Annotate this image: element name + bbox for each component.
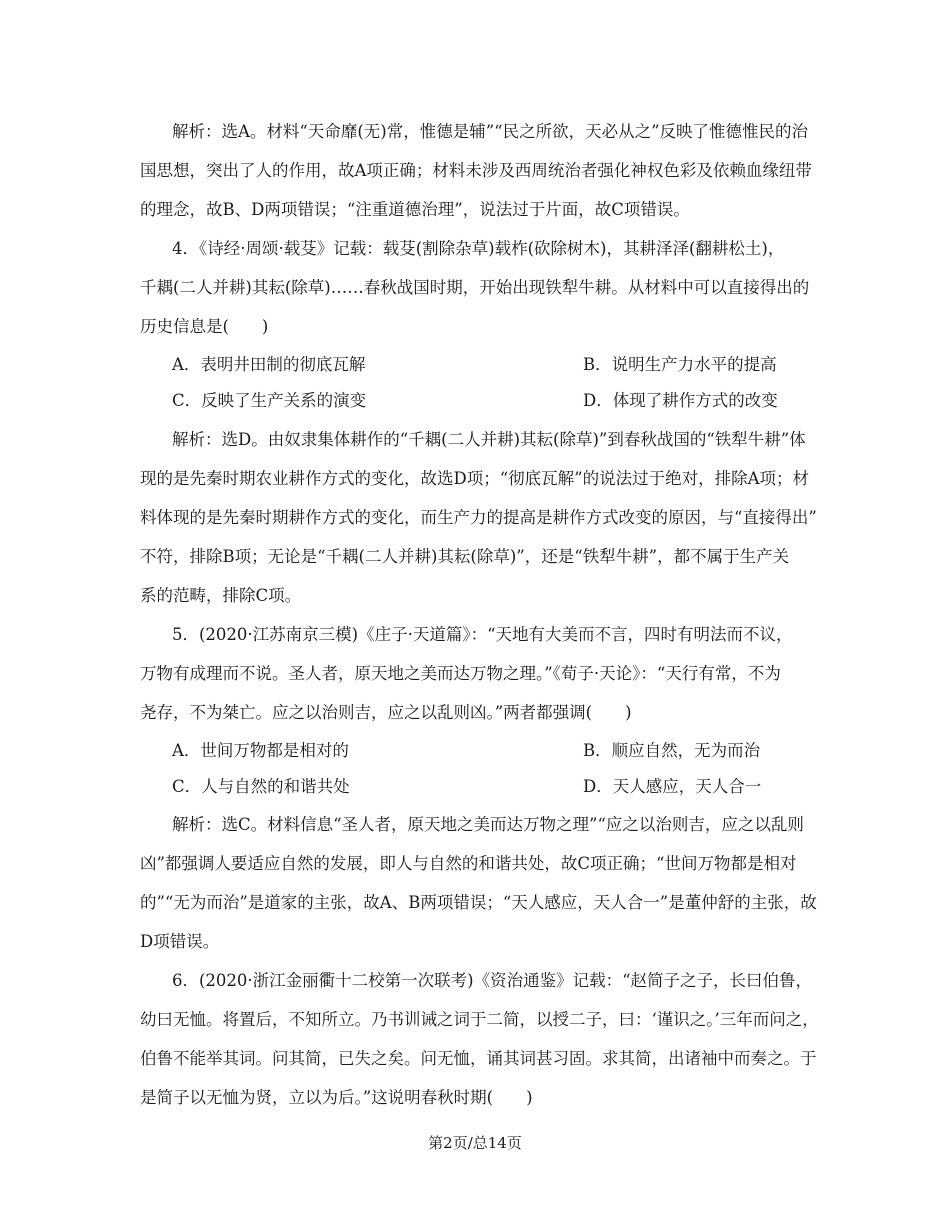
q5-analysis-line-1: 解析：选C。材料信息“圣人者，原天地之美而达万物之理”“应之以治则吉，应之以乱则 xyxy=(172,815,804,834)
q5-option-b: B．顺应自然，无为而治 xyxy=(583,741,761,760)
q4-stem-line-2: 千耦(二人并耕)其耘(除草)……春秋战国时期，开始出现铁犁牛耕。从材料中可以直接得出的 xyxy=(140,278,810,297)
page-footer: 第2页/总14页 xyxy=(428,1134,522,1152)
q5-analysis-line-3: 的”“无为而治”是道家的主张，故A、B两项错误；“天人感应，天人合一”是董仲舒的主张，故 xyxy=(140,893,817,912)
q5-analysis-line-2: 凶”都强调人要适应自然的发展，即人与自然的和谐共处，故C项正确；“世间万物都是相对 xyxy=(140,854,797,873)
q5-option-d: D．天人感应，天人合一 xyxy=(583,777,762,796)
q4-analysis-line-2: 现的是先秦时期农业耕作方式的变化，故选D项；“彻底瓦解”的说法过于绝对，排除A项；材 xyxy=(140,469,810,488)
q4-analysis-line-4: 不符，排除B项；无论是“千耦(二人并耕)其耘(除草)”，还是“铁犁牛耕”，都不属于生产关 xyxy=(140,547,790,566)
q5-stem-line-3: 尧存，不为桀亡。应之以治则吉，应之以乱则凶。”两者都强调( ) xyxy=(140,703,632,722)
q4-stem-line-1: 4．《诗经·周颂·载芟》记载：载芟(割除杂草)载柞(砍除树木)，其耕泽泽(翻耕松土)， xyxy=(172,239,785,258)
q6-stem-line-2: 幼曰无恤。将置后，不知所立。乃书训诫之词于二简，以授二子，曰：‘谨识之。’三年而问之， xyxy=(140,1010,819,1029)
q4-analysis-line-1: 解析：选D。由奴隶集体耕作的“千耦(二人并耕)其耘(除草)”到春秋战国的“铁犁牛耕”体 xyxy=(172,430,806,449)
q3-analysis-line-3: 的理念，故B、D两项错误；“注重道德治理”，说法过于片面，故C项错误。 xyxy=(140,200,690,219)
q6-stem-line-4: 是简子以无恤为贤，立以为后。”这说明春秋时期( ) xyxy=(140,1088,533,1107)
q4-option-b: B．说明生产力水平的提高 xyxy=(583,355,777,374)
q4-analysis-line-5: 系的范畴，排除C项。 xyxy=(140,586,302,605)
q6-stem-line-3: 伯鲁不能举其词。问其简，已失之矣。问无恤，诵其词甚习固。求其简，出诸袖中而奏之。于 xyxy=(140,1049,817,1068)
q6-stem-line-1: 6．(2020·浙江金丽衢十二校第一次联考)《资治通鉴》记载：“赵简子之子，长曰伯鲁， xyxy=(172,971,813,990)
q5-stem-line-1: 5．(2020·江苏南京三模)《庄子·天道篇》：“天地有大美而不言，四时有明法而不议， xyxy=(172,625,793,644)
q4-analysis-line-3: 料体现的是先秦时期耕作方式的变化，而生产力的提高是耕作方式改变的原因，与“直接得出” xyxy=(140,508,817,527)
q5-analysis-line-4: D项错误。 xyxy=(140,932,220,951)
q3-analysis-line-2: 国思想，突出了人的作用，故A项正确；材料未涉及西周统治者强化神权色彩及依赖血缘纽带 xyxy=(140,161,812,180)
q4-option-c: C．反映了生产关系的演变 xyxy=(172,391,367,410)
q4-option-a: A．表明井田制的彻底瓦解 xyxy=(172,355,366,374)
q5-option-c: C．人与自然的和谐共处 xyxy=(172,777,350,796)
q5-stem-line-2: 万物有成理而不说。圣人者，原天地之美而达万物之理。”《荀子·天论》：“天行有常，不为 xyxy=(140,664,781,683)
q3-analysis-line-1: 解析：选A。材料“天命靡(无)常，惟德是辅”“民之所欲，天必从之”反映了惟德惟民的治 xyxy=(172,122,809,141)
q5-option-a: A．世间万物都是相对的 xyxy=(172,741,349,760)
q4-option-d: D．体现了耕作方式的改变 xyxy=(583,391,778,410)
q4-stem-line-3: 历史信息是( ) xyxy=(140,317,269,336)
